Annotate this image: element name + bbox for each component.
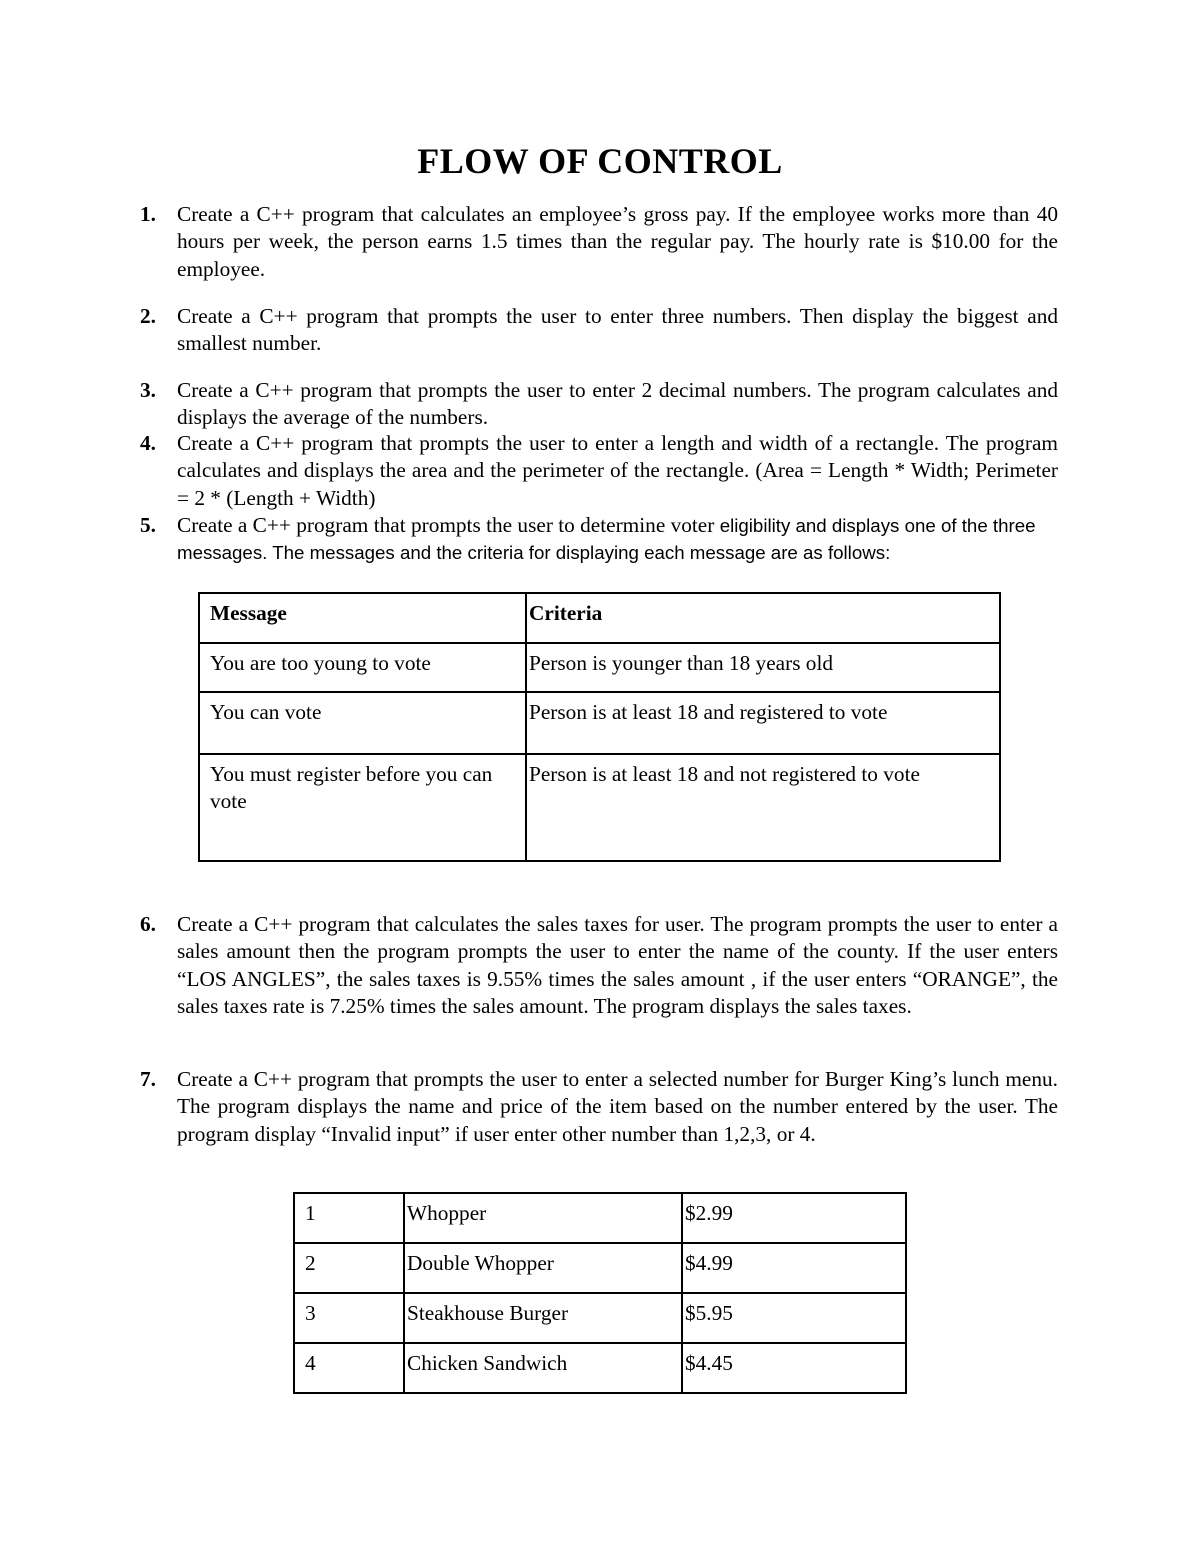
table-cell: 3 <box>294 1293 404 1343</box>
table-row <box>294 1243 906 1293</box>
item-number: 6. <box>140 912 156 936</box>
table-cell: $5.95 <box>682 1293 906 1343</box>
table-cell: 2 <box>294 1243 404 1293</box>
item-text: Create a C++ program that prompts the user to enter a selected number for Burger King’s lunch menu. The program displays the name and price of the item based on the number entered by the user. The program display “Invalid input” if user enter other number than 1,2,3, or 4. <box>177 1067 1058 1146</box>
table-row <box>199 692 1000 754</box>
item-number: 2. <box>140 304 156 328</box>
table-cell: $4.45 <box>682 1343 906 1393</box>
table-row <box>294 1193 906 1243</box>
voter-message-table <box>198 592 1001 862</box>
table-cell: You must register before you can vote <box>199 754 526 861</box>
table-row <box>199 754 1000 861</box>
item-text: Create a C++ program that prompts the user to enter a length and width of a rectangle. The program calculates and displays the area and the perimeter of the rectangle. (Area = Length * Width; Perimeter = 2 * (Length + Width) <box>177 431 1058 510</box>
table-row <box>199 643 1000 692</box>
item-text-serif: Create a C++ program that prompts the user to determine voter <box>177 513 720 537</box>
list-item <box>140 430 1058 512</box>
item-text: Create a C++ program that prompts the user to enter 2 decimal numbers. The program calculates and displays the average of the numbers. <box>177 378 1058 430</box>
table-cell: Person is younger than 18 years old <box>526 643 1000 692</box>
item-text <box>177 512 1058 567</box>
table-cell: You are too young to vote <box>199 643 526 692</box>
table-cell: $2.99 <box>682 1193 906 1243</box>
table-header-cell: Criteria <box>526 593 1000 643</box>
table-cell: Person is at least 18 and registered to vote <box>526 692 1000 754</box>
item-text: Create a C++ program that calculates the sales taxes for user. The program prompts the user to enter a sales amount then the program prompts the user to enter the name of the county. If the user enters “LOS ANGLES”, the sales taxes is 9.55% times the sales amount , if the user enters “ORANGE”, the sales taxes rate is 7.25% times the sales amount. The program displays the sales taxes. <box>177 912 1058 1018</box>
table-header-cell: Message <box>199 593 526 643</box>
list-item <box>140 1066 1058 1148</box>
table-cell: $4.99 <box>682 1243 906 1293</box>
page-title: FLOW OF CONTROL <box>417 141 783 181</box>
table-cell: 1 <box>294 1193 404 1243</box>
item-number: 3. <box>140 378 156 402</box>
table-cell: 4 <box>294 1343 404 1393</box>
item-number: 1. <box>140 202 156 226</box>
item-text-sans: eligibility and displays one of the three messages. The messages and the criteria for displaying each message are as follows: <box>177 515 1036 564</box>
item-text: Create a C++ program that calculates an employee’s gross pay. If the employee works more than 40 hours per week, the person earns 1.5 times than the regular pay. The hourly rate is $10.00 for the employee. <box>177 202 1058 281</box>
table-row <box>294 1343 906 1393</box>
list-item <box>140 201 1058 283</box>
list-item <box>140 512 1058 567</box>
burger-menu-table <box>293 1192 907 1394</box>
table-header-row <box>199 593 1000 643</box>
table-cell: Chicken Sandwich <box>404 1343 682 1393</box>
item-number: 5. <box>140 513 156 537</box>
table-cell: Whopper <box>404 1193 682 1243</box>
table-cell: Person is at least 18 and not registered to vote <box>526 754 1000 861</box>
list-item <box>140 911 1058 1020</box>
list-item <box>140 377 1058 432</box>
item-number: 7. <box>140 1067 156 1091</box>
table-row <box>294 1293 906 1343</box>
table-cell: Steakhouse Burger <box>404 1293 682 1343</box>
item-text: Create a C++ program that prompts the user to enter three numbers. Then display the biggest and smallest number. <box>177 304 1058 356</box>
list-item <box>140 303 1058 358</box>
table-cell: You can vote <box>199 692 526 754</box>
table-cell: Double Whopper <box>404 1243 682 1293</box>
item-number: 4. <box>140 431 156 455</box>
